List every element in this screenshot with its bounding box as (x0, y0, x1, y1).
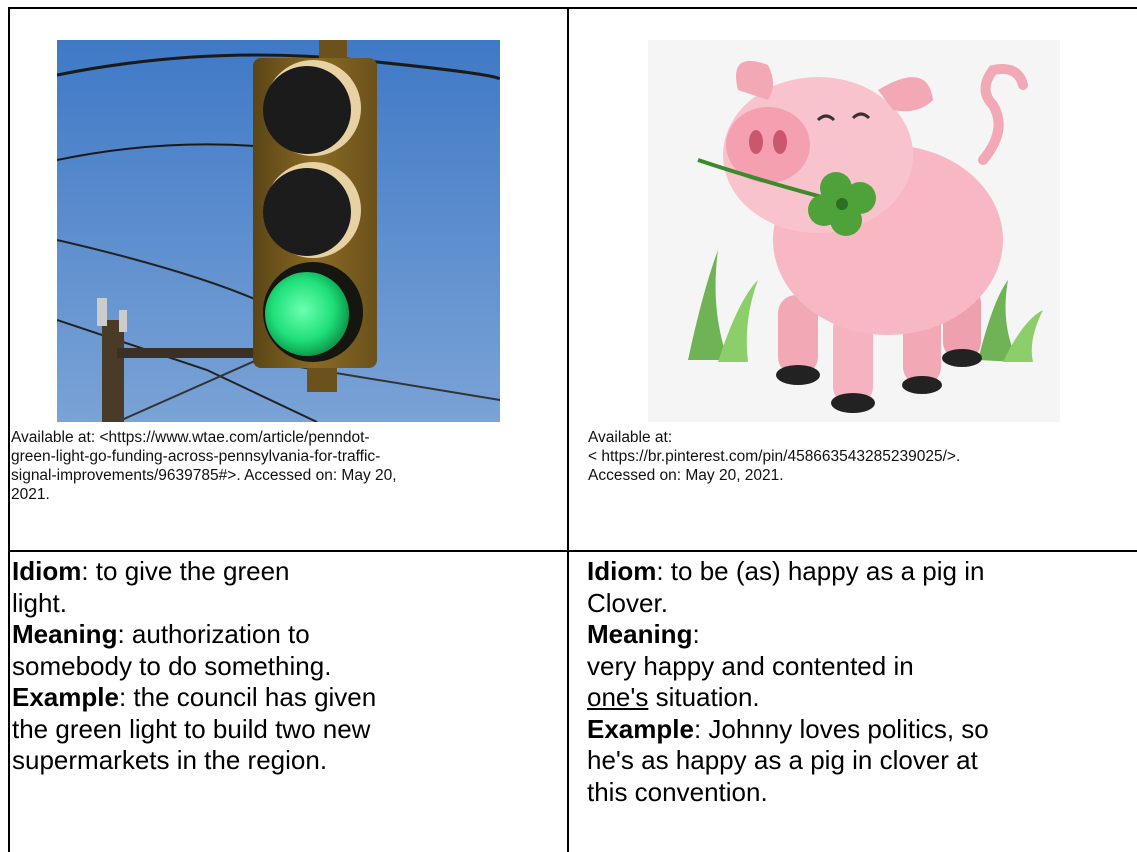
traffic-light-icon (57, 40, 500, 422)
idiom-line: light. (12, 587, 67, 618)
meaning-line: Meaning: authorization to (12, 619, 310, 649)
table-center-divider (567, 7, 569, 852)
table-top-border (8, 7, 1137, 9)
example-line: supermarkets in the region. (12, 745, 328, 775)
example-line: Example: the council has given (12, 682, 377, 712)
caption-line: green-light-go-funding-across-pennsylvania-for-traffic- (11, 448, 381, 465)
meaning-line: one's situation. (587, 682, 760, 712)
pig-with-clover-icon (648, 40, 1060, 422)
traffic-light-image (57, 40, 500, 422)
meaning-label: Meaning (587, 619, 693, 649)
meaning-label: Meaning (12, 619, 118, 649)
caption-line: Accessed on: May 20, 2021. (588, 467, 784, 484)
caption-line: 2021. (11, 486, 50, 503)
example-line: he's as happy as a pig in clover at (587, 745, 978, 775)
left-idiom-text (12, 556, 562, 777)
example-line: the green light to build two new (12, 713, 371, 744)
left-image-caption (11, 428, 561, 504)
right-idiom-text (587, 556, 1135, 808)
pig-image (648, 40, 1060, 422)
example-line: this convention. (587, 776, 768, 807)
example-label: Example (587, 713, 694, 744)
example-line: Example: Johnny loves politics, so (587, 713, 989, 744)
meaning-line: somebody to do something. (12, 650, 332, 681)
right-image-caption (588, 428, 1133, 485)
table-left-border (8, 7, 10, 852)
idiom-line: Idiom: to be (as) happy as a pig in (587, 556, 985, 586)
idiom-line: Clover. (587, 587, 668, 618)
caption-line: signal-improvements/9639785#>. Accessed on: May 20, (11, 467, 397, 484)
example-label: Example (12, 682, 119, 712)
caption-line: Available at: (588, 429, 673, 446)
table-row-divider (8, 550, 1137, 552)
caption-line: Available at: <https://www.wtae.com/article/penndot- (11, 429, 370, 446)
idiom-label: Idiom (12, 556, 82, 586)
idiom-label: Idiom (587, 556, 657, 586)
idiom-line: Idiom: to give the green (12, 556, 290, 586)
meaning-line: very happy and contented in (587, 650, 914, 681)
meaning-line: Meaning: (587, 619, 700, 649)
caption-line: < https://br.pinterest.com/pin/458663543285239025/>. (588, 448, 961, 465)
